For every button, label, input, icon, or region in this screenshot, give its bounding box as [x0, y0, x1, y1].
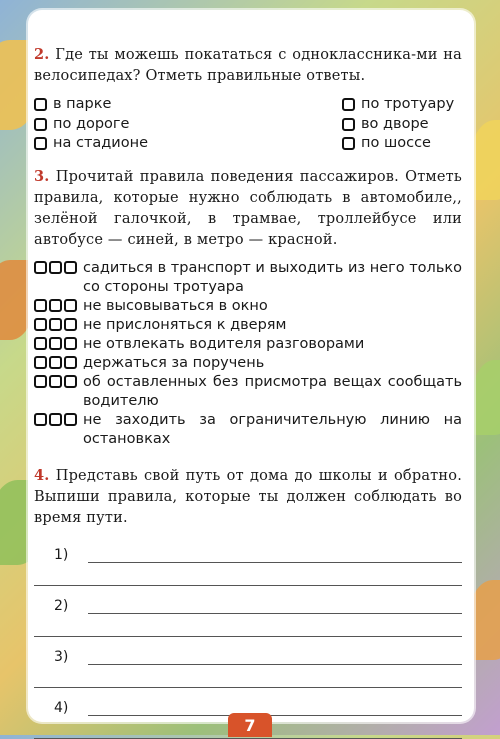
answer-number: 4) [54, 699, 69, 716]
task-2 [34, 44, 462, 87]
checkbox[interactable] [34, 318, 47, 331]
answer-continuation-line[interactable] [34, 614, 462, 637]
checkbox[interactable] [64, 299, 77, 312]
answer-number: 3) [54, 648, 69, 665]
checkbox[interactable] [34, 118, 47, 131]
option-item[interactable] [342, 134, 462, 154]
answer-line[interactable] [34, 539, 462, 563]
option-label: в парке [53, 96, 112, 113]
options-left [34, 95, 342, 154]
option-item[interactable] [342, 115, 462, 135]
checkbox[interactable] [49, 375, 62, 388]
checkbox[interactable] [64, 261, 77, 274]
rule-text: не высовываться в окно [83, 297, 268, 314]
option-item[interactable] [342, 95, 462, 115]
task-3 [34, 166, 462, 251]
answer-line[interactable] [34, 641, 462, 665]
rule-item [34, 354, 462, 373]
checkbox[interactable] [64, 413, 77, 426]
option-label: по тротуару [361, 96, 455, 113]
task-3-rules [34, 259, 462, 449]
checkbox[interactable] [34, 375, 47, 388]
answer-field[interactable] [88, 546, 462, 563]
task-text: Где ты можешь покататься с одноклассника-ми на велосипедах? Отметь правильные ответы. [34, 47, 462, 84]
options-right [342, 95, 462, 154]
checkbox-group[interactable] [34, 354, 77, 369]
checkbox[interactable] [34, 299, 47, 312]
option-label: на стадионе [53, 135, 149, 152]
task-number: 3. [34, 167, 50, 185]
page-content [34, 44, 462, 739]
checkbox-group[interactable] [34, 335, 77, 350]
rule-item [34, 259, 462, 297]
option-label: по дороге [53, 115, 130, 132]
page-number: 7 [228, 713, 272, 737]
checkbox[interactable] [34, 337, 47, 350]
rule-text: садиться в транспорт и выходить из него только со стороны тротуара [83, 259, 462, 295]
task-text: Прочитай правила поведения пассажиров. Отметь правила, которые нужно соблюдать в автомобиле,, зелёной галочкой, в трамвае, троллейбусе или автобусе — синей, в метро — красной. [34, 168, 462, 248]
answer-number: 1) [54, 546, 69, 563]
option-item[interactable] [34, 134, 342, 154]
rule-text: не прислоняться к дверям [83, 316, 287, 333]
checkbox[interactable] [49, 356, 62, 369]
option-label: по шоссе [361, 135, 431, 152]
answer-line[interactable] [34, 590, 462, 614]
checkbox[interactable] [34, 261, 47, 274]
option-label: во дворе [361, 115, 429, 132]
rule-text: не отвлекать водителя разговорами [83, 335, 365, 352]
answer-field[interactable] [88, 648, 462, 665]
checkbox[interactable] [342, 137, 355, 150]
checkbox[interactable] [342, 118, 355, 131]
checkbox[interactable] [34, 413, 47, 426]
checkbox-group[interactable] [34, 373, 77, 388]
checkbox-group[interactable] [34, 297, 77, 312]
checkbox[interactable] [49, 261, 62, 274]
answer-line[interactable] [34, 692, 462, 716]
task-number: 2. [34, 46, 50, 63]
checkbox[interactable] [34, 356, 47, 369]
task-4 [34, 465, 462, 529]
rule-text: держаться за поручень [83, 354, 265, 371]
option-item[interactable] [34, 115, 342, 135]
task-2-options [34, 95, 462, 154]
checkbox[interactable] [34, 98, 47, 111]
checkbox[interactable] [49, 413, 62, 426]
checkbox-group[interactable] [34, 411, 77, 426]
checkbox[interactable] [49, 318, 62, 331]
checkbox[interactable] [49, 337, 62, 350]
checkbox[interactable] [64, 356, 77, 369]
checkbox[interactable] [34, 137, 47, 150]
checkbox-group[interactable] [34, 316, 77, 331]
checkbox[interactable] [64, 318, 77, 331]
answer-continuation-line[interactable] [34, 563, 462, 586]
background-leaf [470, 120, 500, 200]
background-leaf [472, 360, 500, 435]
answer-number: 2) [54, 597, 69, 614]
rule-item [34, 373, 462, 411]
rule-item [34, 316, 462, 335]
checkbox-group[interactable] [34, 259, 77, 274]
rule-item [34, 411, 462, 449]
rule-text: об оставленных без присмотра вещах сообщать водителю [83, 373, 462, 409]
rule-text: не заходить за ограничительную линию на остановках [83, 411, 462, 447]
answer-field[interactable] [88, 699, 462, 716]
rule-item [34, 335, 462, 354]
rule-item [34, 297, 462, 316]
task-text: Представь свой путь от дома до школы и обратно. Выпиши правила, которые ты должен соблюдать во время пути. [34, 467, 462, 526]
checkbox[interactable] [64, 375, 77, 388]
checkbox[interactable] [342, 98, 355, 111]
task-number: 4. [34, 466, 50, 484]
checkbox[interactable] [49, 299, 62, 312]
answer-continuation-line[interactable] [34, 665, 462, 688]
checkbox[interactable] [64, 337, 77, 350]
option-item[interactable] [34, 95, 342, 115]
answer-field[interactable] [88, 597, 462, 614]
answer-lines [34, 539, 462, 739]
